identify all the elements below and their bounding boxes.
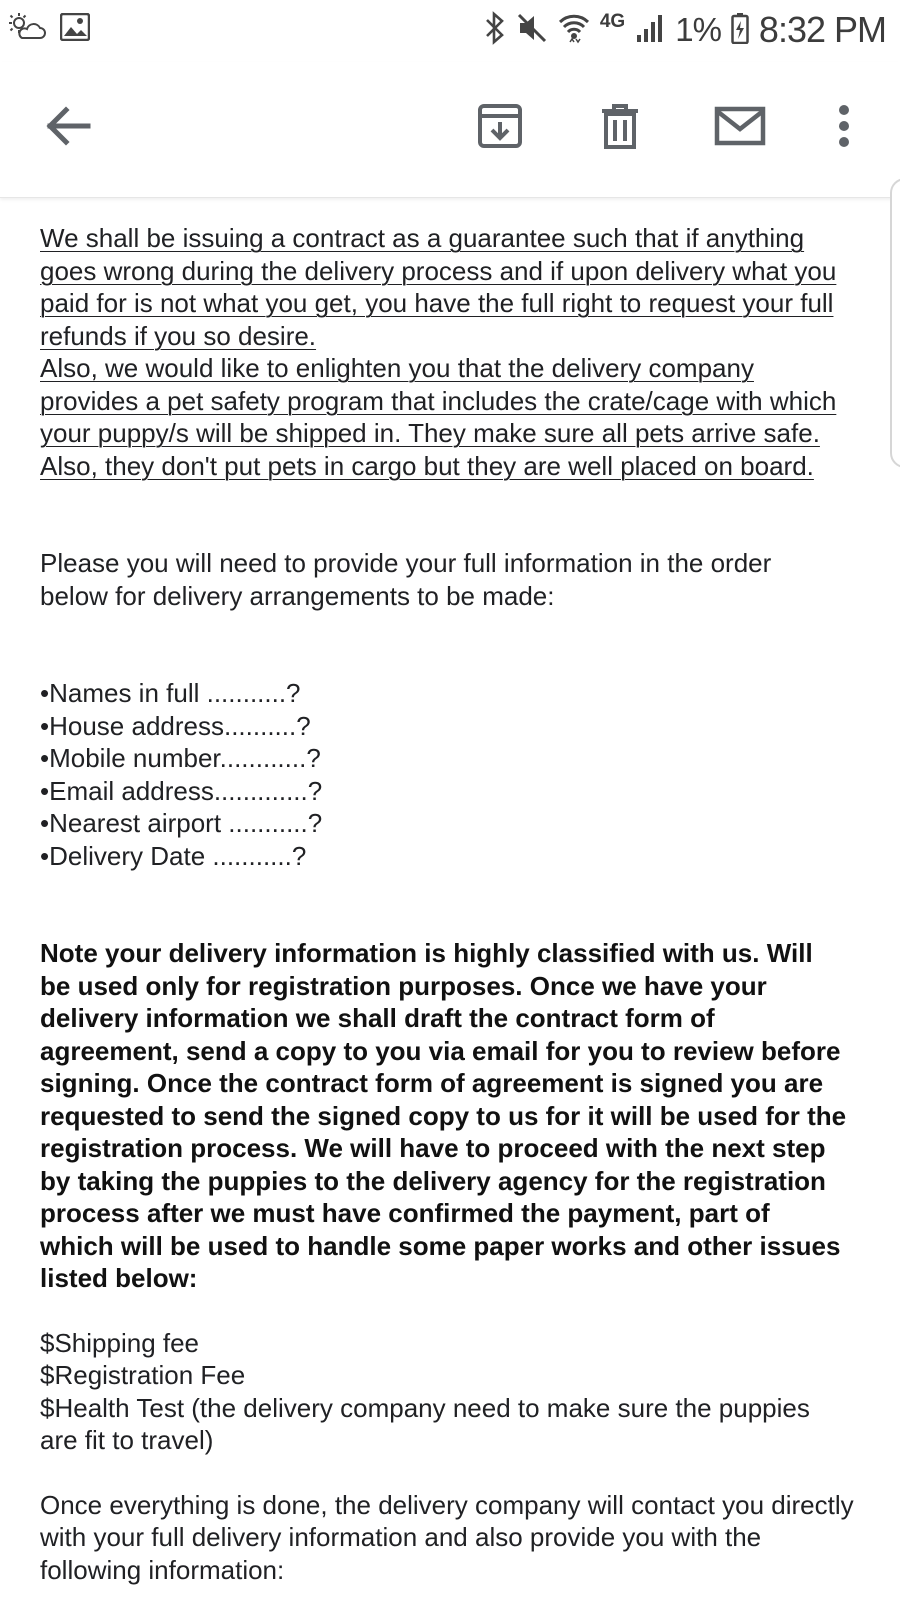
list-item: $Health Test (the delivery company need to make sure the puppies are fit to travel) bbox=[40, 1392, 810, 1455]
back-arrow-icon bbox=[44, 106, 92, 151]
guarantee-paragraph: We shall be issuing a contract as a guarantee such that if anything goes wrong during the delivery process and if upon delivery what you paid for is not what you get, you have the full right to request your full refunds if you so desire. Also, we would like to enlighten you that the delivery company provides a pet safety program that includes the crate/cage with which your puppy/s will be shipped in. They make sure all pets arrive safe. Also, they don't put pets in cargo but they are well placed on board. bbox=[40, 223, 837, 481]
battery-icon bbox=[731, 12, 749, 49]
fee-list bbox=[40, 1327, 860, 1457]
list-item: •House address..........? bbox=[40, 710, 311, 741]
list-item: •Names in full ...........? bbox=[40, 678, 301, 708]
list-item: •Email address.............? bbox=[40, 775, 323, 806]
list-item: •Mobile number............? bbox=[40, 743, 321, 773]
bluetooth-icon bbox=[484, 11, 506, 50]
list-item: $Registration Fee bbox=[40, 1360, 246, 1390]
info-list bbox=[40, 677, 860, 872]
mark-unread-icon bbox=[714, 106, 766, 151]
list-item: •Delivery Date ...........? bbox=[40, 840, 307, 871]
clock: 8:32 PM bbox=[758, 9, 886, 50]
network-type: 4G bbox=[599, 11, 626, 32]
scroll-handle[interactable] bbox=[890, 178, 900, 468]
gallery-icon bbox=[60, 13, 90, 46]
list-item: $Shipping fee bbox=[40, 1327, 200, 1358]
more-vert-icon bbox=[837, 104, 851, 153]
mute-icon bbox=[516, 12, 548, 49]
status-bar bbox=[0, 0, 900, 62]
closing-paragraph: Once everything is done, the delivery company will contact you directly with your full delivery information and also provide you with the following information: bbox=[40, 1489, 854, 1585]
delete-icon bbox=[600, 103, 640, 154]
archive-icon bbox=[477, 103, 523, 154]
battery-percent: 1% bbox=[675, 11, 721, 48]
signal-icon bbox=[635, 13, 665, 48]
email-body bbox=[40, 222, 860, 1586]
list-item: •Nearest airport ...........? bbox=[40, 808, 323, 838]
more-options-button[interactable] bbox=[812, 96, 876, 160]
back-button[interactable] bbox=[36, 96, 100, 160]
weather-icon bbox=[8, 12, 46, 47]
wifi-icon bbox=[558, 11, 590, 50]
email-toolbar bbox=[0, 62, 900, 198]
delete-button[interactable] bbox=[588, 96, 652, 160]
request-info-paragraph: Please you will need to provide your full information in the order below for delivery arrangements to be made: bbox=[40, 548, 772, 611]
mark-unread-button[interactable] bbox=[708, 96, 772, 160]
note-paragraph: Note your delivery information is highly classified with us. Will be used only for registration purposes. Once we have your delivery information we shall draft the contract form of agreement, send a copy to you via email for you to review before signing. Once the contract form of agreement is signed you are requested to send the signed copy to us for it will be used for the registration process. We will have to proceed with the next step by taking the puppies to the delivery agency for the registration process after we must have confirmed the payment, part of which will be used to handle some paper works and other issues listed below: bbox=[40, 938, 847, 1293]
archive-button[interactable] bbox=[468, 96, 532, 160]
